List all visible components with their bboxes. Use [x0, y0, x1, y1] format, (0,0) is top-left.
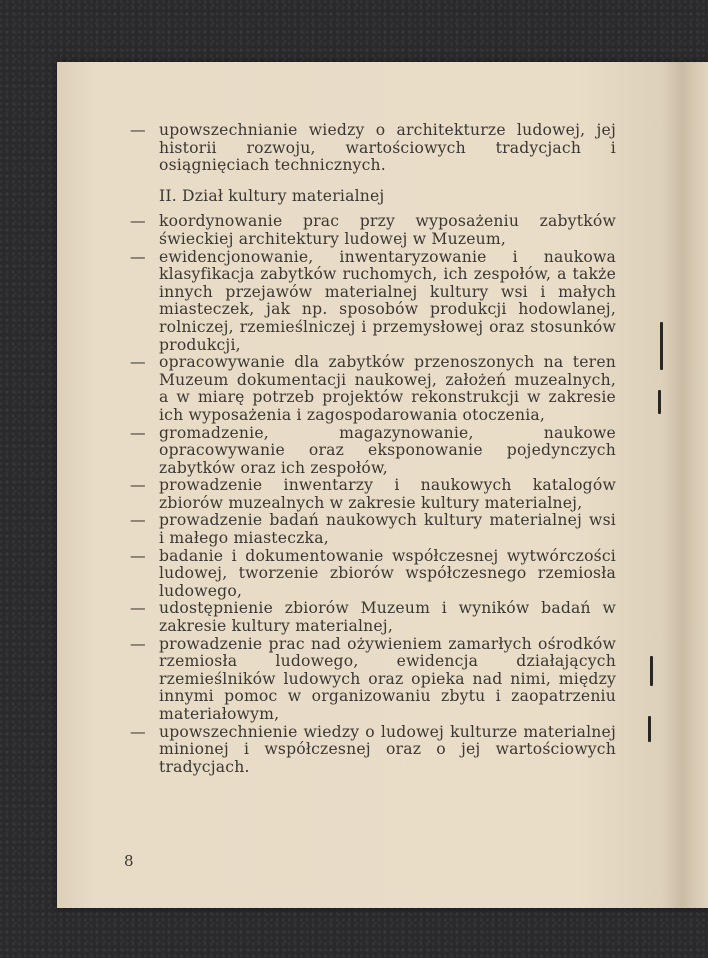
- list-item-text: opracowywanie dla zabytków przenoszonych na teren Muzeum dokumentacji naukowej, założeń muzealnych, a w miarę potrzeb projektów rekonstrukcji w zakresie ich wyposażenia i zagospodarowania otoczenia,: [159, 353, 616, 424]
- list-item-text: gromadzenie, magazynowanie, naukowe opracowywanie oraz eksponowanie pojedynczych zabytków oraz ich zespołów,: [159, 423, 616, 477]
- list-item: [130, 600, 616, 635]
- binding-thread-mark: [658, 390, 661, 414]
- dash: —: [130, 121, 146, 139]
- item-list: [130, 213, 616, 776]
- list-item-text: prowadzenie inwentarzy i naukowych katalogów zbiorów muzealnych w zakresie kultury materialnej,: [159, 476, 616, 512]
- page-text: [130, 122, 616, 776]
- dash: —: [130, 476, 146, 495]
- dash: —: [130, 634, 146, 653]
- list-item-text: koordynowanie prac przy wyposażeniu zabytków świeckiej architektury ludowej w Muzeum,: [159, 212, 616, 248]
- section-heading: II. Dział kultury materialnej: [159, 186, 385, 205]
- list-item: [130, 249, 616, 355]
- list-item: [130, 512, 616, 547]
- binding-thread-mark: [660, 322, 663, 370]
- list-item-text: badanie i dokumentowanie współczesnej wytwórczości ludowej, tworzenie zbiorów współczesnego rzemiosła ludowego,: [159, 546, 616, 600]
- list-item: [130, 548, 616, 601]
- dash: —: [130, 212, 146, 231]
- page-number: 8: [124, 852, 134, 870]
- list-item: [130, 122, 616, 175]
- dash: —: [130, 511, 146, 530]
- list-item-text: prowadzenie prac nad ożywieniem zamarłych ośrodków rzemiosła ludowego, ewidencja działających rzemieślników ludowych oraz opieka nad nimi, między innymi pomoc w organizowaniu zbytu i zaopatrzeniu materiałowym,: [159, 634, 616, 723]
- list-item: [130, 213, 616, 248]
- list-item-text: upowszechnienie wiedzy o ludowej kulturze materialnej minionej i współczesnej oraz o jej wartościowych tradycjach.: [159, 722, 616, 776]
- dash: —: [130, 722, 146, 741]
- list-item: [130, 425, 616, 478]
- list-item: [130, 636, 616, 724]
- list-item: [130, 724, 616, 777]
- dash: —: [130, 353, 146, 372]
- binding-thread-mark: [650, 656, 653, 686]
- list-item-text: prowadzenie badań naukowych kultury materialnej wsi i małego miasteczka,: [159, 511, 616, 548]
- list-item: [130, 354, 616, 424]
- list-item-text: upowszechnianie wiedzy o architekturze ludowej, jej historii rozwoju, wartościowych tradycjach i osiągnięciach technicznych.: [159, 121, 616, 175]
- binding-thread-mark: [648, 716, 651, 742]
- dash: —: [130, 599, 146, 618]
- dash: —: [130, 247, 146, 266]
- dash: —: [130, 546, 146, 565]
- list-item: [130, 477, 616, 512]
- list-item-text: ewidencjonowanie, inwentaryzowanie i naukowa klasyfikacja zabytków ruchomych, ich zespołów, a także innych przejawów materialnej kultury wsi i małych miasteczek, jak np. sposobów produkcji hodowlanej, rolniczej, rzemieślniczej i przemysłowej oraz stosunków produkcji,: [159, 247, 616, 354]
- dash: —: [130, 423, 146, 442]
- list-item-text: udostępnienie zbiorów Muzeum i wyników badań w zakresie kultury materialnej,: [159, 599, 616, 636]
